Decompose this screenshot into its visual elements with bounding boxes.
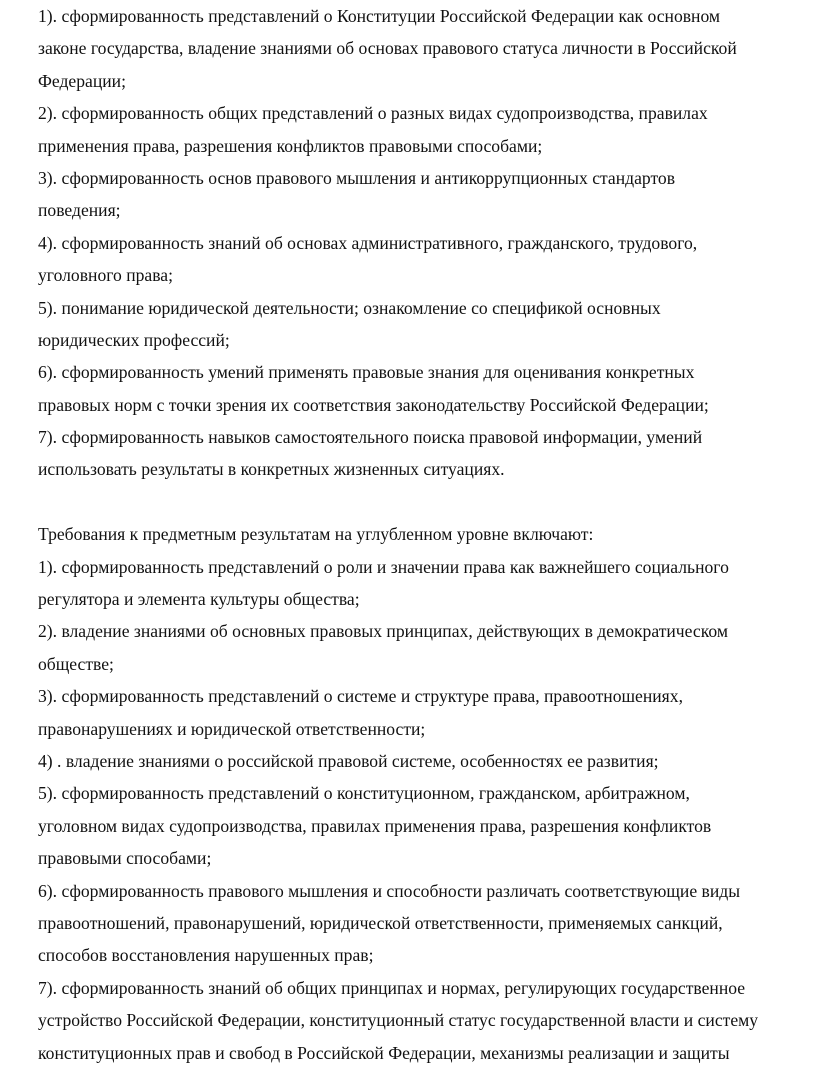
advanced-level-results-section xyxy=(38,518,808,1069)
section-heading: Требования к предметным результатам на углубленном уровне включают: xyxy=(38,524,594,545)
paragraph-gap xyxy=(38,486,808,518)
list-item-line: законе государства, владение знаниями об основах правового статуса личности в Российской xyxy=(38,38,737,59)
list-item-line: 6). сформированность правового мышления и способности различать соответствующие виды xyxy=(38,880,741,901)
list-item-line: 3). сформированность представлений о системе и структуре права, правоотношениях, xyxy=(38,686,683,707)
list-item-line: 7). сформированность знаний об общих принципах и нормах, регулирующих государственное xyxy=(38,977,746,998)
advanced-level-results-list xyxy=(38,551,808,1069)
list-item-line: 1). сформированность представлений о роли и значении права как важнейшего социального xyxy=(38,556,729,577)
list-item-line: 5). понимание юридической деятельности; ознакомление со спецификой основных xyxy=(38,297,661,318)
list-item-line: уголовном видах судопроизводства, правилах применения права, разрешения конфликтов xyxy=(38,815,712,836)
list-item-line: применения права, разрешения конфликтов правовыми способами; xyxy=(38,135,543,156)
list-item-line: поведения; xyxy=(38,200,121,221)
list-item-line: 1). сформированность представлений о Конституции Российской Федерации как основном xyxy=(38,6,721,26)
list-item-line: правовых норм с точки зрения их соответствия законодательству Российской Федерации; xyxy=(38,394,709,415)
list-item-line: уголовного права; xyxy=(38,265,174,286)
list-item-line: 4) . владение знаниями о российской правовой системе, особенностях ее развития; xyxy=(38,750,659,771)
list-item-line: 2). владение знаниями об основных правовых принципах, действующих в демократическом xyxy=(38,621,728,642)
list-item-line: правовыми способами; xyxy=(38,848,212,869)
list-item-line: 3). сформированность основ правового мышления и антикоррупционных стандартов xyxy=(38,167,676,188)
list-item-line: регулятора и элемента культуры общества; xyxy=(38,589,360,610)
document-page xyxy=(38,0,808,1069)
list-item-line: способов восстановления нарушенных прав; xyxy=(38,945,374,966)
list-item-line: юридических профессий; xyxy=(38,329,230,350)
list-item-line: 5). сформированность представлений о конституционном, гражданском, арбитражном, xyxy=(38,783,690,804)
list-item-line: правоотношений, правонарушений, юридической ответственности, применяемых санкций, xyxy=(38,912,723,933)
list-item-line: 6). сформированность умений применять правовые знания для оценивания конкретных xyxy=(38,362,695,383)
list-item-line: конституционных прав и свобод в Российской Федерации, механизмы реализации и защиты xyxy=(38,1042,730,1063)
list-item-line: 4). сформированность знаний об основах административного, гражданского, трудового, xyxy=(38,232,698,253)
list-item-line: устройство Российской Федерации, конституционный статус государственной власти и систему xyxy=(38,1010,759,1031)
list-item-line: правонарушениях и юридической ответственности; xyxy=(38,718,426,739)
list-item-line: использовать результаты в конкретных жизненных ситуациях. xyxy=(38,459,505,480)
list-item-line: 2). сформированность общих представлений о разных видах судопроизводства, правилах xyxy=(38,103,708,124)
list-item-line: Федерации; xyxy=(38,70,126,91)
basic-level-results-list xyxy=(38,0,808,486)
list-item-line: обществе; xyxy=(38,653,114,674)
list-item-line: 7). сформированность навыков самостоятельного поиска правовой информации, умений xyxy=(38,427,703,448)
